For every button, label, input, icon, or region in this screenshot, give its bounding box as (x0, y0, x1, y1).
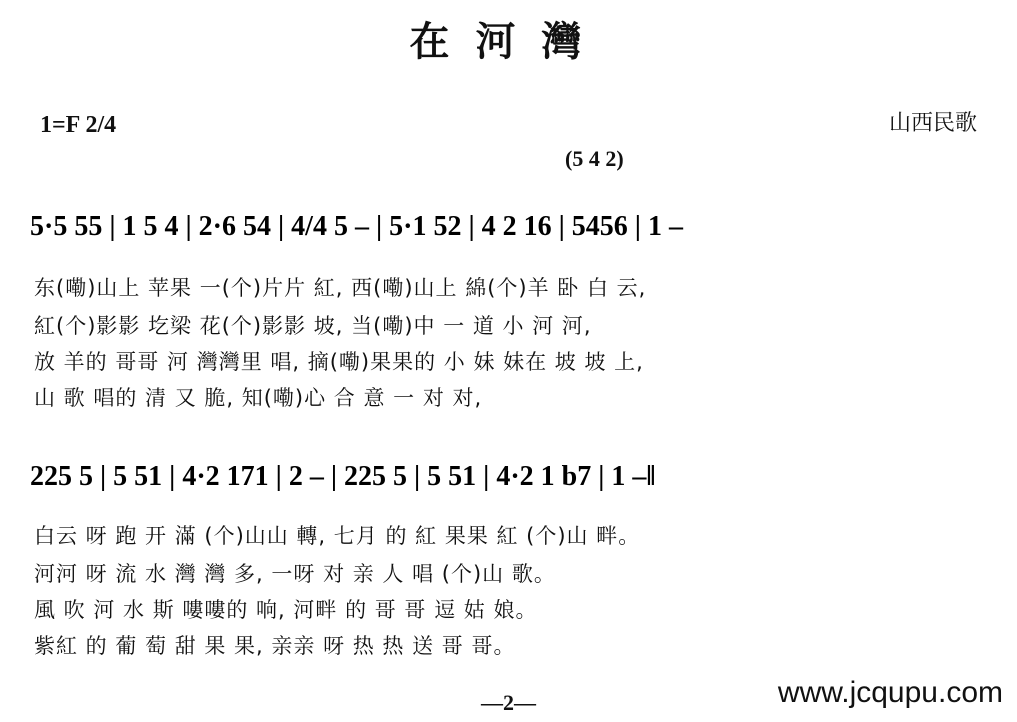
lyric-line-1-verse-1: 东(嘞)山上 苹果 一(个)片片 紅, 西(嘞)山上 綿(个)羊 卧 白 云, (34, 276, 647, 300)
intro-notes: (5 4 2) (565, 146, 624, 171)
song-origin: 山西民歌 (888, 111, 977, 136)
watermark: www.jcqupu.com (777, 676, 1003, 709)
lyric-line-1-verse-3: 放 羊的 哥哥 河 灣灣里 唱, 摘(嘞)果果的 小 妹 妹在 坡 坡 上, (34, 350, 644, 374)
lyric-line-1-verse-4: 山 歌 唱的 清 又 脆, 知(嘞)心 合 意 一 对 对, (34, 386, 483, 410)
lyric-line-2-verse-3: 風 吹 河 水 斯 嘍嘍的 响, 河畔 的 哥 哥 逗 姑 娘。 (34, 598, 538, 622)
lyric-line-2-verse-4: 紫紅 的 葡 萄 甜 果 果, 亲亲 呀 热 热 送 哥 哥。 (34, 634, 516, 658)
lyric-line-2-verse-1: 白云 呀 跑 开 滿 (个)山山 轉, 七月 的 紅 果果 紅 (个)山 畔。 (34, 524, 641, 548)
page-number: —2— (481, 690, 536, 715)
lyric-line-1-verse-2: 紅(个)影影 圪梁 花(个)影影 坡, 当(嘞)中 一 道 小 河 河, (34, 314, 592, 338)
notation-line-1-text: 5·5 55 | 1 5 4 | 2·6 54 | 4/4 5 – | 5·1 52 | 4 2 16 | 5456 | 1 – (30, 211, 683, 242)
notation-line-2 (30, 440, 990, 510)
key-signature: 1=F 2/4 (40, 112, 117, 138)
notation-line-1 (30, 190, 990, 260)
song-title: 在河灣 (409, 19, 608, 65)
lyric-line-2-verse-2: 河河 呀 流 水 灣 灣 多, 一呀 对 亲 人 唱 (个)山 歌。 (34, 562, 556, 586)
notation-line-2-text: 225 5 | 5 51 | 4·2 171 | 2 – | 225 5 | 5 51 | 4·2 1 b7 | 1 –‖ (30, 461, 656, 492)
